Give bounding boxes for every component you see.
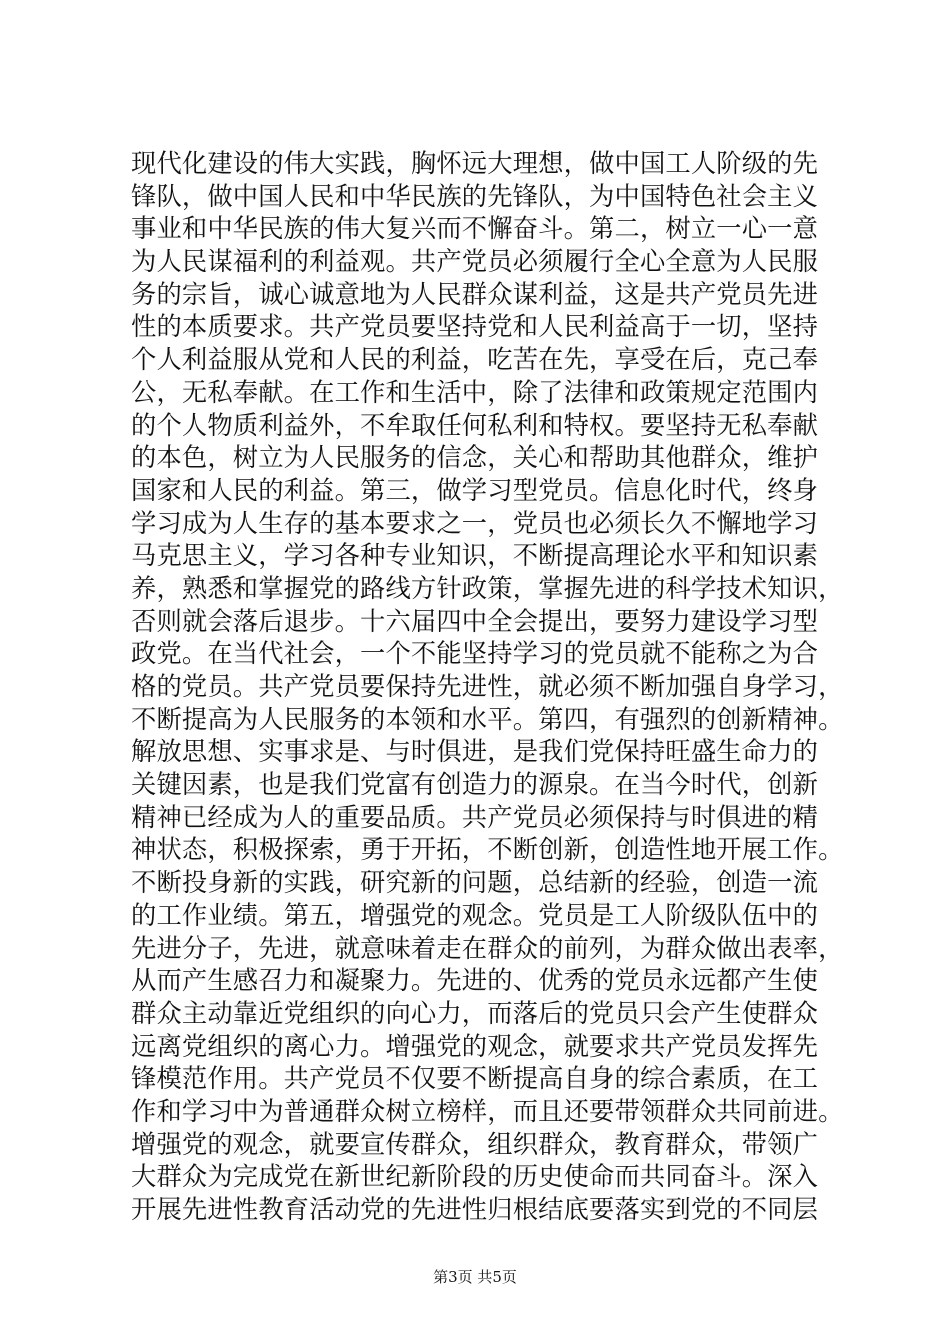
text-line: 马克思主义，学习各种专业知识，不断提高理论水平和知识素: [131, 541, 819, 571]
page-number-footer: 第3页 共5页: [433, 1268, 517, 1286]
text-line: 现代化建设的伟大实践，胸怀远大理想，做中国工人阶级的先: [131, 149, 819, 178]
text-line: 精神已经成为人的重要品质。共产党员必须保持与时俱进的精: [131, 802, 819, 832]
text-line: 养，熟悉和掌握党的路线方针政策，掌握先进的科学技术知识，: [131, 573, 844, 603]
text-line: 不断提高为人民服务的本领和水平。第四，有强烈的创新精神。: [131, 704, 844, 734]
text-line: 否则就会落后退步。十六届四中全会提出，要努力建设学习型: [131, 606, 819, 636]
text-line: 学习成为人生存的基本要求之一，党员也必须长久不懈地学习: [131, 508, 819, 538]
text-line: 事业和中华民族的伟大复兴而不懈奋斗。第二，树立一心一意: [131, 214, 819, 244]
text-line: 锋队，做中国人民和中华民族的先锋队，为中国特色社会主义: [131, 181, 819, 211]
text-line: 作和学习中为普通群众树立榜样，而且还要带领群众共同前进。: [131, 1096, 844, 1126]
text-line: 大群众为完成党在新世纪新阶段的历史使命而共同奋斗。深入: [131, 1162, 819, 1192]
text-line: 个人利益服从党和人民的利益，吃苦在先，享受在后，克己奉: [131, 345, 819, 375]
text-line: 格的党员。共产党员要保持先进性，就必须不断加强自身学习，: [131, 672, 844, 701]
text-line: 增强党的观念，就要宣传群众，组织群众，教育群众，带领广: [131, 1129, 819, 1159]
text-line: 的本色，树立为人民服务的信念，关心和帮助其他群众，维护: [131, 443, 819, 473]
text-line: 性的本质要求。共产党员要坚持党和人民利益高于一切，坚持: [131, 312, 819, 342]
text-line: 从而产生感召力和凝聚力。先进的、优秀的党员永远都产生使: [131, 966, 819, 996]
text-line: 关键因素，也是我们党富有创造力的源泉。在当今时代，创新: [131, 770, 819, 800]
body-text: [131, 148, 844, 1227]
text-line: 不断投身新的实践，研究新的问题，总结新的经验，创造一流: [131, 868, 819, 898]
text-line: 务的宗旨，诚心诚意地为人民群众谋利益，这是共产党员先进: [131, 279, 819, 309]
text-line: 国家和人民的利益。第三，做学习型党员。信息化时代，终身: [131, 475, 819, 505]
text-line: 神状态，积极探索，勇于开拓，不断创新，创造性地开展工作。: [131, 835, 844, 865]
text-line: 锋模范作用。共产党员不仅要不断提高自身的综合素质，在工: [131, 1064, 819, 1094]
text-line: 先进分子，先进，就意味着走在群众的前列，为群众做出表率，: [131, 933, 844, 963]
text-line: 群众主动靠近党组织的向心力，而落后的党员只会产生使群众: [131, 998, 819, 1028]
text-line: 的工作业绩。第五，增强党的观念。党员是工人阶级队伍中的: [131, 900, 819, 930]
text-line: 远离党组织的离心力。增强党的观念，就要求共产党员发挥先: [131, 1031, 819, 1061]
text-line: 开展先进性教育活动党的先进性归根结底要落实到党的不同层: [131, 1195, 819, 1224]
text-line: 的个人物质利益外，不牟取任何私利和特权。要坚持无私奉献: [131, 410, 819, 440]
text-line: 为人民谋福利的利益观。共产党员必须履行全心全意为人民服: [131, 247, 819, 277]
text-line: 公，无私奉献。在工作和生活中，除了法律和政策规定范围内: [131, 377, 819, 407]
text-line: 政党。在当代社会，一个不能坚持学习的党员就不能称之为合: [131, 639, 819, 669]
text-line: 解放思想、实事求是、与时俱进，是我们党保持旺盛生命力的: [131, 737, 819, 767]
